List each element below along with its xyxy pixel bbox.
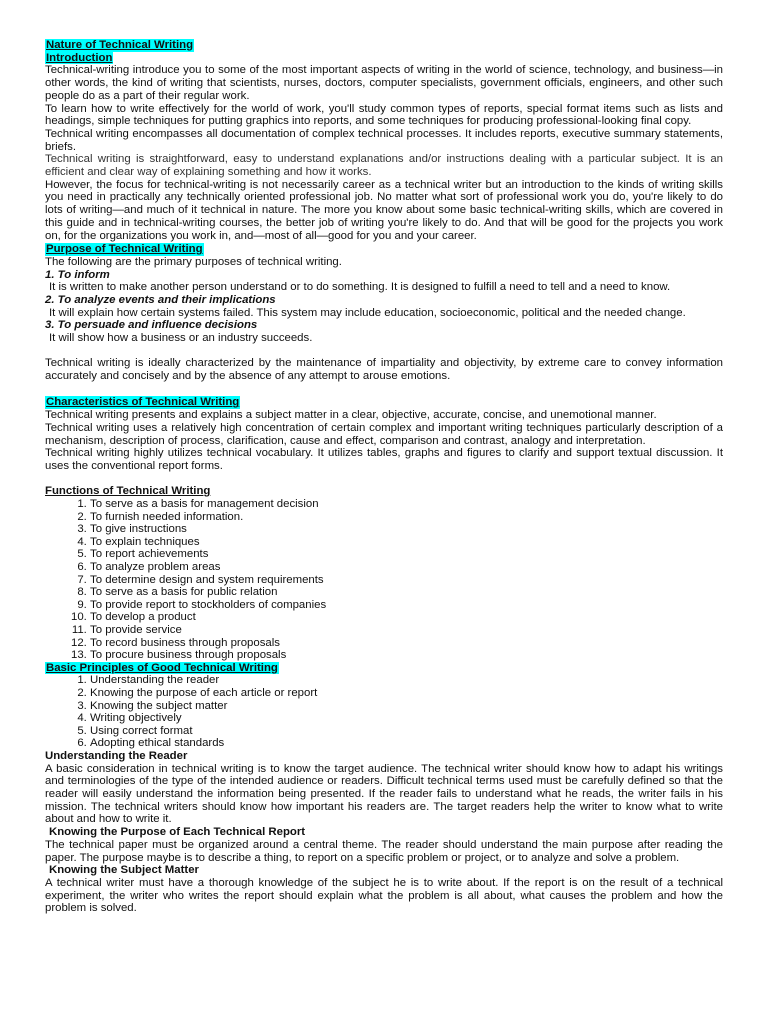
introduction-heading: Introduction	[46, 51, 113, 64]
list-item: 6. To analyze problem areas	[90, 561, 723, 574]
characteristics-paragraph-3: Technical writing highly utilizes technical vocabulary. It utilizes tables, graphs and figures to clarify and support textual discussion. It uses the conventional report forms.	[45, 447, 723, 472]
intro-paragraph-5: However, the focus for technical-writing is not necessarily career as a technical writer but an introduction to the kinds of writing skills you need in practically any technically oriented professional job. No matter what sort of professional work you do, you're likely to do lots of writing—and much of it technical in nature. The more you know about some basic technical-writing skills, which are covered in this guide and in technical-writing courses, the better job of writing you're likely to do. And that will be good for the projects you work on, for the organizations you work in, and—most of all—good for you and your career.	[45, 178, 723, 242]
characteristics-paragraph-1: Technical writing presents and explains a subject matter in a clear, objective, accurate, concise, and unemotional manner.	[45, 409, 657, 422]
list-item: 2. To furnish needed information.	[90, 511, 723, 524]
purpose-item-text: It will show how a business or an industry succeeds.	[49, 332, 313, 345]
purpose-item-text: It is written to make another person understand or to do something. It is designed to fulfill a need to tell and a need to know.	[49, 281, 671, 294]
purpose-item-text: It will explain how certain systems failed. This system may include education, socioeconomic, political and the needed change.	[49, 306, 686, 319]
characteristics-paragraph-2: Technical writing uses a relatively high concentration of certain complex and important writing techniques particularly description of a mechanism, description of process, clarification, cause and effect, comparison and contrast, analogy and interpretation.	[45, 421, 723, 447]
purpose-item-title: 2. To analyze events and their implications	[45, 294, 276, 307]
intro-paragraph-4: Technical writing is straightforward, easy to understand explanations and/or instructions dealing with a particular subject. It is an efficient and clear way of explaining something and how it works.	[45, 153, 723, 179]
list-item: 4. Writing objectively	[90, 712, 723, 725]
list-item: 6. Adopting ethical standards	[90, 737, 723, 750]
purpose-item-title: 3. To persuade and influence decisions	[45, 319, 258, 332]
subject-paragraph: A technical writer must have a thorough knowledge of the subject he is to write about. If the report is on the result of a technical experiment, the writer who writes the report should explain what the problem is all about, what causes the problem and how the problem is solved.	[45, 877, 723, 915]
document-title: Nature of Technical Writing	[46, 39, 194, 51]
list-item: 3. To give instructions	[90, 523, 723, 536]
intro-paragraph-3: Technical writing encompasses all documentation of complex technical processes. It includes reports, executive summary statements, briefs.	[45, 127, 723, 153]
list-item: 1. To serve as a basis for management decision	[90, 498, 723, 511]
reader-paragraph: A basic consideration in technical writing is to know the target audience. The technical writer should know how to adapt his writings and terminologies of the type of the intended audience or readers. Difficult technical terms used must be carefully defined so that the reader will easily understand the information being presented. If the reader fails to understand what he reads, the writer fails in his mission. The technical writers should know how important his readers are. The target readers help the writer to know what to write about and how to write it.	[45, 762, 723, 826]
list-item: 13. To procure business through proposals	[90, 649, 723, 662]
document-page	[45, 38, 723, 915]
list-item: 4. To explain techniques	[90, 536, 723, 549]
purpose-item-title: 1. To inform	[45, 268, 110, 281]
functions-heading: Functions of Technical Writing	[45, 485, 211, 498]
characteristics-heading: Characteristics of Technical Writing	[46, 396, 240, 409]
list-item: 12. To record business through proposals	[90, 637, 723, 650]
purpose-report-heading: Knowing the Purpose of Each Technical Report	[49, 826, 306, 839]
list-item: 9. To provide report to stockholders of companies	[90, 599, 723, 612]
principles-list	[45, 674, 723, 750]
list-item: 10. To develop a product	[90, 611, 723, 624]
reader-heading: Understanding the Reader	[45, 749, 188, 762]
intro-paragraph-2: To learn how to write effectively for the world of work, you'll study common types of reports, special format items such as lists and headings, simple techniques for putting graphics into reports, and some techniques for producing professional-looking final copy.	[45, 102, 723, 128]
purpose-closing: Technical writing is ideally characterized by the maintenance of impartiality and objectivity, by extreme care to convey information accurately and concisely and by the absence of any attempt to arouse emotions.	[45, 357, 723, 383]
principles-heading: Basic Principles of Good Technical Writing	[46, 661, 278, 674]
list-item: 1. Understanding the reader	[90, 674, 723, 687]
list-item: 7. To determine design and system requirements	[90, 574, 723, 587]
subject-heading: Knowing the Subject Matter	[49, 864, 199, 877]
list-item: 8. To serve as a basis for public relation	[90, 586, 723, 599]
purpose-heading: Purpose of Technical Writing	[46, 243, 203, 256]
list-item: 5. To report achievements	[90, 548, 723, 561]
intro-paragraph-1: Technical-writing introduce you to some of the most important aspects of writing in the world of science, technology, and business—in other words, the kind of writing that scientists, nurses, doctors, computer specialists, government officials, engineers, and other such people do as a part of their regular work.	[45, 64, 723, 102]
purpose-lead: The following are the primary purposes of technical writing.	[45, 255, 342, 268]
list-item: 2. Knowing the purpose of each article or report	[90, 687, 723, 700]
functions-list	[45, 498, 723, 662]
purpose-report-paragraph: The technical paper must be organized around a central theme. The reader should understand the main purpose after reading the paper. The purpose maybe is to describe a thing, to report on a specific problem or project, or to analyze and solve a problem.	[45, 838, 723, 864]
list-item: 3. Knowing the subject matter	[90, 700, 723, 713]
list-item: 5. Using correct format	[90, 725, 723, 738]
list-item: 11. To provide service	[90, 624, 723, 637]
